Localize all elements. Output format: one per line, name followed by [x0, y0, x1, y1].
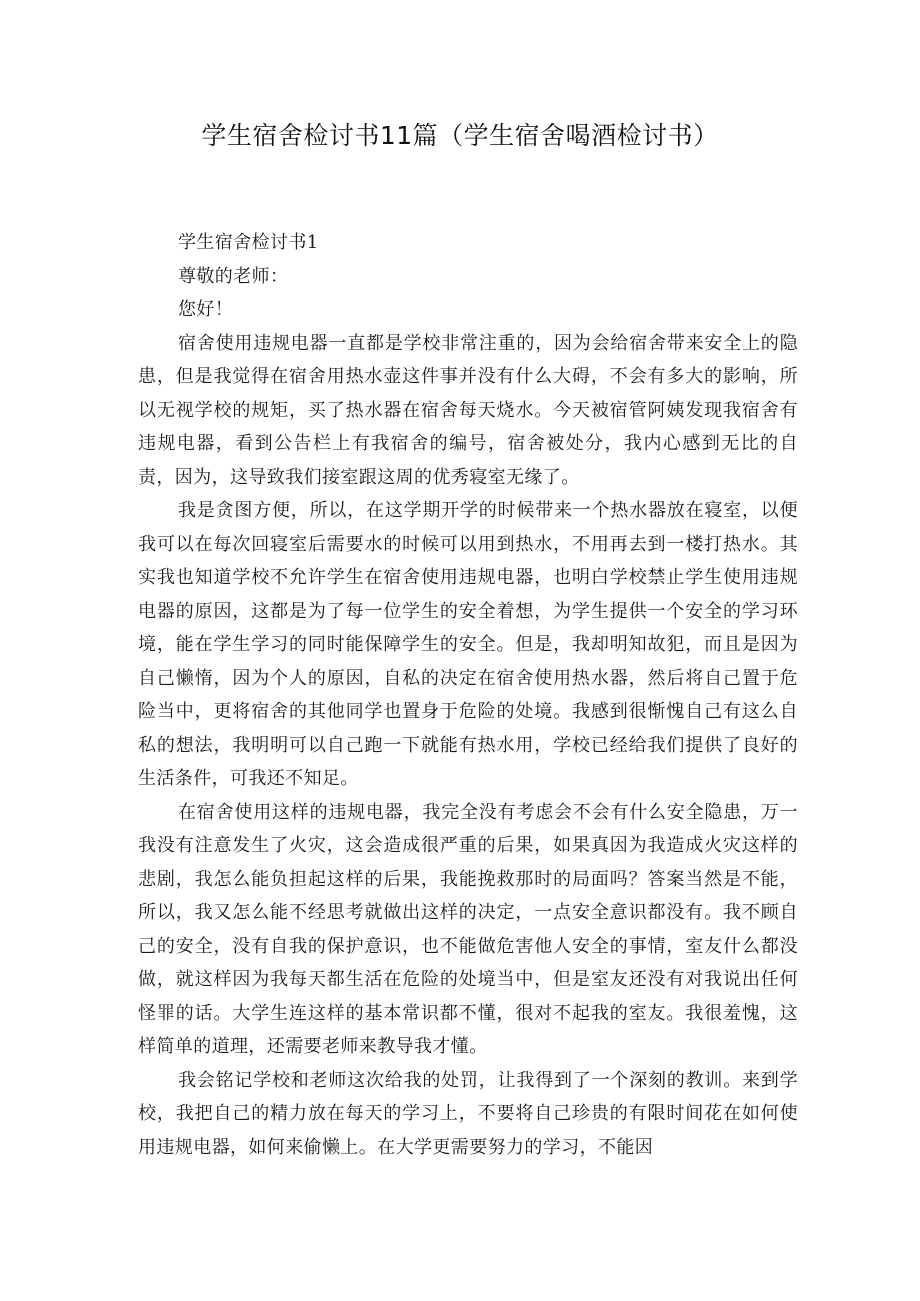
- paragraph-3: 在宿舍使用这样的违规电器，我完全没有考虑会不会有什么安全隐患，万一我没有注意发生了火灾，这会造成很严重的后果，如果真因为我造成火灾这样的悲剧，我怎么能负担起这样的后果，我能挽救那时的局面吗？答案当然是不能，所以，我又怎么能不经思考就做出这样的决定，一点安全意识都没有。我不顾自己的安全，没有自我的保护意识，也不能做危害他人安全的事情，室友什么都没做，就这样因为我每天都生活在危险的处境当中，但是室友还没有对我说出任何怪罪的话。大学生连这样的基本常识都不懂，很对不起我的室友。我很羞愧，这样简单的道理，还需要老师来教导我才懂。: [138, 801, 798, 1057]
- section-heading: 学生宿舍检讨书1: [178, 232, 319, 253]
- paragraph-4: 我会铭记学校和老师这次给我的处罚，让我得到了一个深刻的教训。来到学校，我把自己的精力放在每天的学习上，不要将自己珍贵的有限时间花在如何使用违规电器，如何来偷懒上。在大学更需要努力的学习，不能因: [138, 1069, 798, 1158]
- paragraph-2: 我是贪图方便，所以，在这学期开学的时候带来一个热水器放在寝室，以便我可以在每次回寝室后需要水的时候可以用到热水，不用再去到一楼打热水。其实我也知道学校不允许学生在宿舍使用违规电器，也明白学校禁止学生使用违规电器的原因，这都是为了每一位学生的安全着想，为学生提供一个安全的学习环境，能在学生学习的同时能保障学生的安全。但是，我却明知故犯，而且是因为自己懒惰，因为个人的原因，自私的决定在宿舍使用热水器，然后将自己置于危险当中，更将宿舍的其他同学也置身于危险的处境。我感到很惭愧自己有这么自私的想法，我明明可以自己跑一下就能有热水用，学校已经给我们提供了良好的生活条件，可我还不知足。: [138, 500, 798, 789]
- document-title: 学生宿舍检讨书11篇（学生宿舍喝酒检讨书）: [201, 121, 719, 150]
- document-body: [138, 226, 798, 1164]
- greeting: 您好！: [178, 299, 234, 320]
- paragraph-1: 宿舍使用违规电器一直都是学校非常注重的，因为会给宿舍带来安全上的隐患，但是我觉得在宿舍用热水壶这件事并没有什么大碍，不会有多大的影响，所以无视学校的规矩，买了热水器在宿舍每天烧水。今天被宿管阿姨发现我宿舍有违规电器，看到公告栏上有我宿舍的编号，宿舍被处分，我内心感到无比的自责，因为，这导致我们接室跟这周的优秀寝室无缘了。: [138, 332, 798, 488]
- salutation: 尊敬的老师：: [178, 265, 289, 287]
